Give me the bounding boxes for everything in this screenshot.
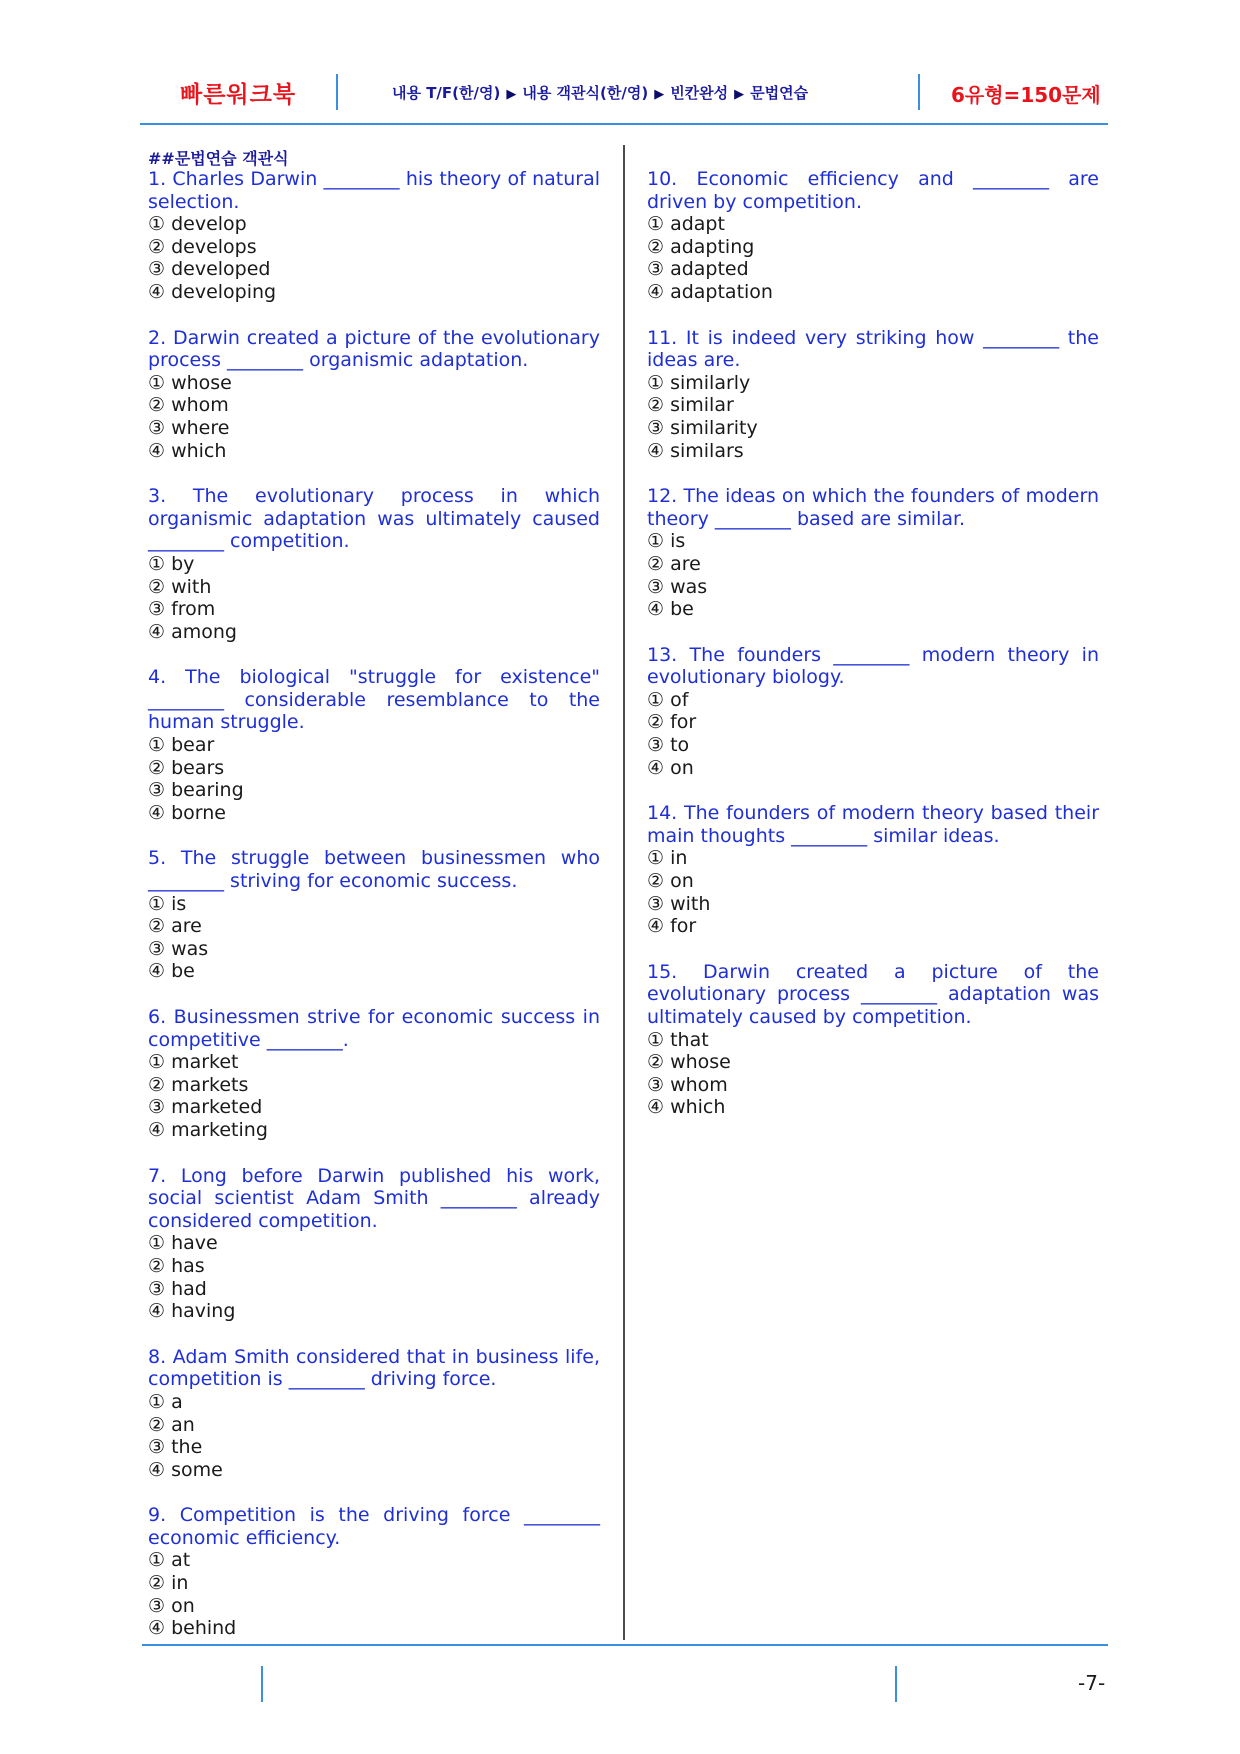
answer-option[interactable]: ② are [647,552,701,575]
question-stem: 3. The evolutionary process in which organismic adaptation was ultimately caused ________ competition. [148,485,600,553]
play-arrow-icon: ▶ [506,87,517,102]
answer-option[interactable]: ② adapting [647,235,755,258]
footer-divider [261,1666,263,1702]
answer-option[interactable]: ① by [148,552,195,575]
workflow-step: 내용 객관식(한/영) [522,84,649,102]
workflow-steps [392,82,808,103]
answer-option[interactable]: ④ developing [148,280,277,303]
answer-option[interactable]: ③ from [148,598,216,621]
answer-option[interactable]: ③ was [148,937,209,960]
question-stem: 12. The ideas on which the founders of modern theory ________ based are similar. [647,485,1099,530]
answer-option[interactable]: ③ bearing [148,779,244,802]
answer-option[interactable]: ④ similars [647,439,744,462]
question-item [148,1165,600,1323]
answer-option[interactable]: ③ adapted [647,258,749,281]
answer-option[interactable]: ④ which [148,439,227,462]
question-stem: 9. Competition is the driving force ________ economic efficiency. [148,1504,600,1549]
question-item [148,666,600,824]
question-item [148,1346,600,1482]
answer-option[interactable]: ② bears [148,756,225,779]
answer-option[interactable]: ① a [148,1390,183,1413]
right-column [647,168,1099,1142]
workflow-step: 내용 T/F(한/영) [392,84,501,102]
answer-option[interactable]: ④ be [647,598,694,621]
answer-option[interactable]: ② in [148,1572,189,1595]
answer-option[interactable]: ① is [647,530,686,553]
left-column [148,168,600,1663]
answer-option[interactable]: ① is [148,892,187,915]
brand-title: 빠른워크북 [180,82,297,108]
answer-option[interactable]: ② whom [148,394,229,417]
question-stem: 11. It is indeed very striking how ________ the ideas are. [647,326,1099,372]
answer-option[interactable]: ④ having [148,1300,236,1323]
answer-option[interactable]: ④ be [148,960,195,983]
answer-option[interactable]: ③ to [647,734,690,757]
header-rule [140,123,1108,125]
question-count: 6유형=150문제 [951,83,1101,107]
answer-option[interactable]: ③ the [148,1436,203,1459]
question-item [148,1006,600,1142]
workflow-step: 문법연습 [750,84,809,102]
answer-option[interactable]: ② markets [148,1073,249,1096]
answer-option[interactable]: ② on [647,870,694,893]
answer-option[interactable]: ③ where [148,416,230,439]
question-item [647,644,1099,780]
column-divider [623,145,625,1640]
answer-option[interactable]: ① develop [148,213,247,236]
question-stem: 13. The founders ________ modern theory in evolutionary biology. [647,643,1099,689]
answer-option[interactable]: ① have [148,1232,218,1255]
answer-option[interactable]: ④ on [647,756,694,779]
question-stem: 4. The biological "struggle for existence" ________ considerable resemblance to the human struggle. [148,666,600,734]
answer-option[interactable]: ② an [148,1413,195,1436]
header-divider [336,74,338,110]
page-number: -7- [1078,1671,1106,1695]
question-item [647,961,1099,1119]
section-title: ##문법연습 객관식 [148,149,289,168]
answer-option[interactable]: ④ adaptation [647,280,773,303]
answer-option[interactable]: ① bear [148,734,215,757]
answer-option[interactable]: ② develops [148,235,257,258]
answer-option[interactable]: ② has [148,1254,205,1277]
question-item [148,168,600,304]
answer-option[interactable]: ② are [148,915,202,938]
answer-option[interactable]: ④ some [148,1458,223,1481]
answer-option[interactable]: ④ which [647,1096,726,1119]
question-item [148,1504,600,1640]
answer-option[interactable]: ② similar [647,394,734,417]
answer-option[interactable]: ② for [647,711,697,734]
question-stem: 6. Businessmen strive for economic success in competitive ________. [148,1006,600,1051]
answer-option[interactable]: ③ similarity [647,416,758,439]
answer-option[interactable]: ③ on [148,1594,195,1617]
answer-option[interactable]: ② whose [647,1051,731,1074]
question-stem: 10. Economic efficiency and ________ are driven by competition. [647,168,1099,213]
answer-option[interactable]: ② with [148,575,212,598]
question-stem: 8. Adam Smith considered that in business life, competition is ________ driving force. [148,1345,600,1391]
footer-divider [895,1666,897,1702]
answer-option[interactable]: ① market [148,1051,239,1074]
answer-option[interactable]: ③ was [647,575,708,598]
answer-option[interactable]: ④ behind [148,1617,237,1640]
question-stem: 2. Darwin created a picture of the evolutionary process ________ organismic adaptation. [148,326,600,372]
question-stem: 7. Long before Darwin published his work, social scientist Adam Smith ________ already considered competition. [148,1164,600,1232]
question-item [148,485,600,643]
question-item [647,168,1099,304]
answer-option[interactable]: ① whose [148,371,232,394]
question-item [647,485,1099,621]
question-item [148,327,600,463]
page-header [0,0,1240,130]
footer-rule [142,1644,1108,1646]
workflow-step: 빈칸완성 [670,84,729,102]
answer-option[interactable]: ④ marketing [148,1118,268,1141]
answer-option[interactable]: ④ for [647,915,697,938]
answer-option[interactable]: ① of [647,688,689,711]
answer-option[interactable]: ③ developed [148,258,271,281]
question-item [647,802,1099,938]
answer-option[interactable]: ① in [647,847,688,870]
answer-option[interactable]: ① similarly [647,371,751,394]
question-stem: 1. Charles Darwin ________ his theory of natural selection. [148,168,600,213]
answer-option[interactable]: ③ whom [647,1073,728,1096]
header-divider [918,74,920,110]
answer-option[interactable]: ③ with [647,892,711,915]
play-arrow-icon: ▶ [654,87,665,102]
question-stem: 5. The struggle between businessmen who ________ striving for economic success. [148,847,600,893]
play-arrow-icon: ▶ [734,87,745,102]
answer-option[interactable]: ④ borne [148,801,226,824]
answer-option[interactable]: ① at [148,1549,191,1572]
answer-option[interactable]: ③ had [148,1277,207,1300]
question-stem: 14. The founders of modern theory based their main thoughts ________ similar ideas. [647,802,1099,847]
question-item [148,847,600,983]
question-stem: 15. Darwin created a picture of the evolutionary process ________ adaptation was ultimately caused by competition. [647,960,1099,1028]
answer-option[interactable]: ① adapt [647,213,725,236]
answer-option[interactable]: ① that [647,1028,709,1051]
answer-option[interactable]: ③ marketed [148,1096,263,1119]
answer-option[interactable]: ④ among [148,620,237,643]
question-item [647,327,1099,463]
